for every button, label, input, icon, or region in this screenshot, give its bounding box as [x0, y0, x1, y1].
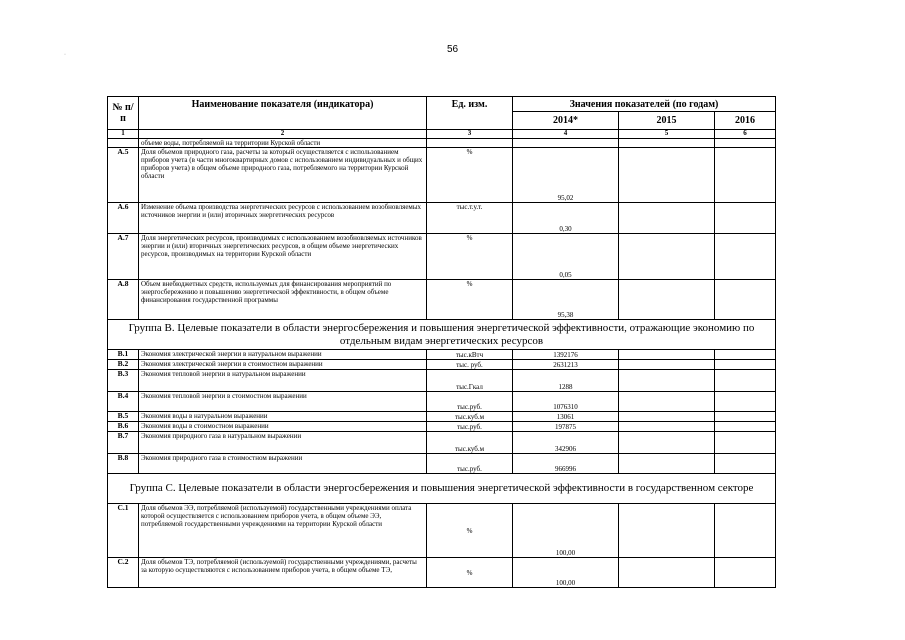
- page-number: 56: [446, 44, 459, 55]
- row-name: Экономия тепловой энергии в натуральном выражении: [139, 370, 427, 392]
- row-value-2014: 100,00: [513, 558, 619, 588]
- row-value-2014: 1288: [513, 370, 619, 392]
- table-row: [108, 148, 776, 203]
- table-row: [108, 392, 776, 412]
- header-year-2015: 2015: [619, 112, 715, 130]
- table-row: [108, 432, 776, 454]
- row-value-2014: 95,02: [513, 148, 619, 203]
- table-row: [108, 558, 776, 588]
- table-row: [108, 454, 776, 474]
- row-name: Экономия электрической энергии в стоимостном выражении: [139, 360, 427, 370]
- row-code: А.6: [108, 203, 139, 234]
- table-row: [108, 370, 776, 392]
- row-unit: тыс.руб.: [427, 392, 513, 412]
- row-unit: тыс.кВтч: [427, 350, 513, 360]
- table-row: [108, 350, 776, 360]
- row-name: Доля объемов ТЭ, потребляемой (используемой) государственными учреждениями, расчеты за которую осуществляются с использованием приборов учета, в общем объеме ТЭ,: [139, 558, 427, 588]
- table-row: [108, 203, 776, 234]
- row-unit: тыс.Гкал: [427, 370, 513, 392]
- row-name: Объем внебюджетных средств, используемых для финансирования мероприятий по энергосбережению и повышению энергетической эффективности, в общем объеме финансирования государственной программы: [139, 280, 427, 320]
- row-value-2014: 0,05: [513, 234, 619, 280]
- col-number: 3: [427, 130, 513, 139]
- row-code: А.7: [108, 234, 139, 280]
- header-col-unit: Ед. изм.: [427, 97, 513, 130]
- row-code: В.5: [108, 412, 139, 422]
- row-value-2014: 0,30: [513, 203, 619, 234]
- row-code: В.2: [108, 360, 139, 370]
- row-value-2014: 966996: [513, 454, 619, 474]
- table-row: [108, 504, 776, 558]
- row-unit: тыс.т.у.т.: [427, 203, 513, 234]
- row-code: В.7: [108, 432, 139, 454]
- header-col-name: Наименование показателя (индикатора): [139, 97, 427, 130]
- row-unit: %: [427, 234, 513, 280]
- row-unit: %: [427, 280, 513, 320]
- col-number: 1: [108, 130, 139, 139]
- row-code: В.6: [108, 422, 139, 432]
- header-col-num: № п/п: [108, 97, 139, 130]
- row-code: С.2: [108, 558, 139, 588]
- row-name: Экономия воды в стоимостном выражении: [139, 422, 427, 432]
- table-row: [108, 280, 776, 320]
- row-name: Экономия электрической энергии в натуральном выражении: [139, 350, 427, 360]
- row-name: Экономия природного газа в натуральном выражении: [139, 432, 427, 454]
- row-value-2014: 1392176: [513, 350, 619, 360]
- table-row: [108, 234, 776, 280]
- col-number: 2: [139, 130, 427, 139]
- header-year-2016: 2016: [715, 112, 776, 130]
- row-code: В.1: [108, 350, 139, 360]
- row-code: В.8: [108, 454, 139, 474]
- row-unit: %: [427, 504, 513, 558]
- row-code: С.1: [108, 504, 139, 558]
- col-number: 4: [513, 130, 619, 139]
- row-name: Изменение объема производства энергетических ресурсов с использованием возобновляемых источников энергии и (или) вторичных энергетических ресурсов: [139, 203, 427, 234]
- row-unit: тыс.куб.м: [427, 412, 513, 422]
- row-unit: %: [427, 148, 513, 203]
- header-col-values: Значения показателей (по годам): [513, 97, 776, 112]
- row-name: Доля энергетических ресурсов, производимых с использованием возобновляемых источников энергии и (или) вторичных энергетических ресурсов, в общем объеме энергетических ресурсов, производимых на территории Курской области: [139, 234, 427, 280]
- row-name: Доля объемов природного газа, расчеты за который осуществляется с использованием приборов учета (в части многоквартирных домов с использованием индивидуальных и общих приборов учета) в общем объеме природного газа, потребляемого на территории Курской области: [139, 148, 427, 203]
- group-c-title: Группа С. Целевые показатели в области энергосбережения и повышения энергетической эффективности в государственном секторе: [108, 474, 776, 504]
- indicators-table: [107, 96, 776, 588]
- row-code: А.8: [108, 280, 139, 320]
- col-number: 5: [619, 130, 715, 139]
- row-unit: тыс.куб.м: [427, 432, 513, 454]
- table-row: [108, 412, 776, 422]
- row-unit: тыс. руб.: [427, 360, 513, 370]
- row-name: Экономия природного газа в стоимостном выражении: [139, 454, 427, 474]
- group-b-title: Группа В. Целевые показатели в области энергосбережения и повышения энергетической эффективности, отражающие экономию по отдельным видам энергетических ресурсов: [108, 320, 776, 350]
- scan-dot: ·: [64, 52, 66, 58]
- row-unit: тыс.руб.: [427, 422, 513, 432]
- row-code: А.5: [108, 148, 139, 203]
- row-unit: тыс.руб.: [427, 454, 513, 474]
- col-number: 6: [715, 130, 776, 139]
- header-year-2014: 2014*: [513, 112, 619, 130]
- continuation-text: объеме воды, потребляемой на территории Курской области: [139, 139, 427, 148]
- table-row: [108, 422, 776, 432]
- row-unit: %: [427, 558, 513, 588]
- row-value-2014: 197875: [513, 422, 619, 432]
- row-name: Экономия воды в натуральном выражении: [139, 412, 427, 422]
- row-name: Доля объемов ЭЭ, потребляемой (используемой) государственными учреждениями оплата которой осуществляется с использованием приборов учета, в общем объеме ЭЭ, потребляемой государственными учреждениями на территории Курской области: [139, 504, 427, 558]
- row-value-2014: 100,00: [513, 504, 619, 558]
- row-value-2014: 342906: [513, 432, 619, 454]
- row-value-2014: 95,38: [513, 280, 619, 320]
- row-value-2014: 2631213: [513, 360, 619, 370]
- row-name: Экономия тепловой энергии в стоимостном выражении: [139, 392, 427, 412]
- row-value-2014: 1076310: [513, 392, 619, 412]
- table-row: [108, 360, 776, 370]
- row-value-2014: 13061: [513, 412, 619, 422]
- row-code: В.4: [108, 392, 139, 412]
- row-code: В.3: [108, 370, 139, 392]
